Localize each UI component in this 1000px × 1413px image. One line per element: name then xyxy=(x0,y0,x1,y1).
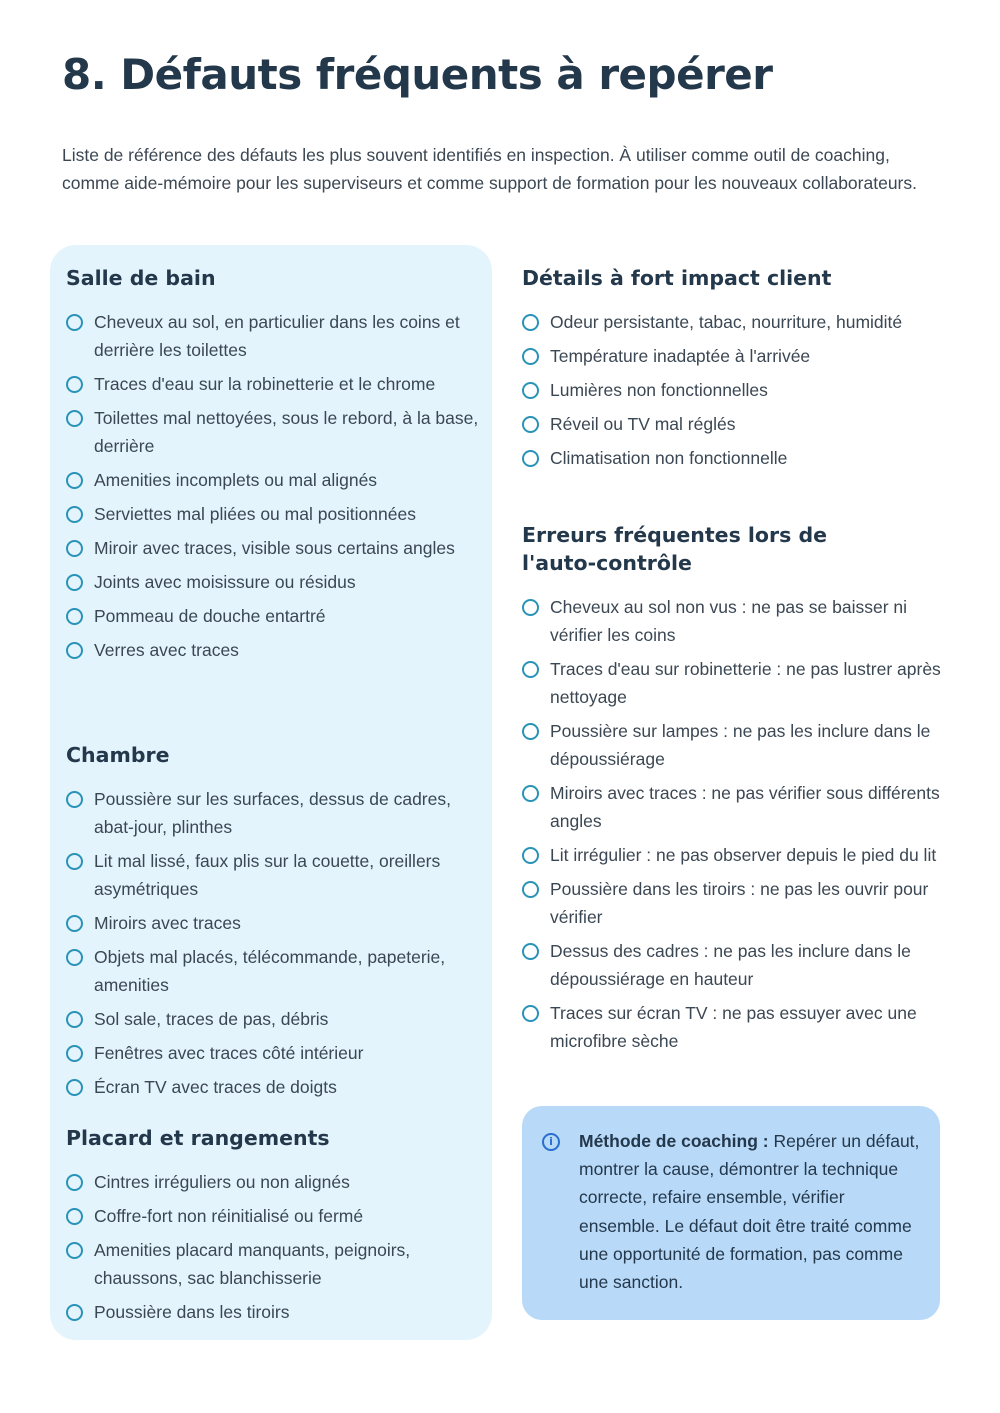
checklist-item xyxy=(66,500,480,528)
checkbox-circle-icon xyxy=(66,410,83,427)
info-icon: i xyxy=(542,1133,560,1151)
checklist-item-label: Amenities placard manquants, peignoirs, chaussons, sac blanchisserie xyxy=(94,1240,411,1288)
checklist-item-label: Lit irrégulier : ne pas observer depuis le pied du lit xyxy=(550,845,937,865)
checklist-item xyxy=(66,568,480,596)
checklist-item xyxy=(522,342,952,370)
checklist-item xyxy=(66,1236,480,1292)
checklist-item-label: Traces d'eau sur robinetterie : ne pas lustrer après nettoyage xyxy=(550,659,941,707)
checklist xyxy=(522,308,952,472)
checklist-item xyxy=(66,909,480,937)
checklist-item-label: Odeur persistante, tabac, nourriture, humidité xyxy=(550,312,903,332)
checklist-item-label: Amenities incomplets ou mal alignés xyxy=(94,470,378,490)
checklist-item xyxy=(522,779,952,835)
checklist-item xyxy=(66,534,480,562)
checklist-item-label: Traces sur écran TV : ne pas essuyer avec une microfibre sèche xyxy=(550,1003,917,1051)
checklist-item-label: Serviettes mal pliées ou mal positionnées xyxy=(94,504,416,524)
checklist-item xyxy=(66,308,480,364)
checkbox-circle-icon xyxy=(66,949,83,966)
checklist-item-label: Climatisation non fonctionnelle xyxy=(550,448,788,468)
checklist-item xyxy=(522,444,952,472)
checkbox-circle-icon xyxy=(522,599,539,616)
checklist-item xyxy=(66,1202,480,1230)
section-placard xyxy=(66,1124,480,1332)
checkbox-circle-icon xyxy=(522,847,539,864)
checkbox-circle-icon xyxy=(66,1174,83,1191)
checkbox-circle-icon xyxy=(522,1005,539,1022)
checklist-item-label: Cintres irréguliers ou non alignés xyxy=(94,1172,350,1192)
intro-paragraph: Liste de référence des défauts les plus souvent identifiés en inspection. À utiliser comme outil de coaching, comme aide-mémoire pour les superviseurs et comme support de formation pour les nouveaux collaborateurs. xyxy=(62,145,917,193)
left-panel xyxy=(50,245,492,1340)
checklist-item-label: Miroir avec traces, visible sous certains angles xyxy=(94,538,455,558)
section-salle-de-bain xyxy=(66,264,480,670)
checkbox-circle-icon xyxy=(66,314,83,331)
checkbox-circle-icon xyxy=(522,881,539,898)
checklist-item xyxy=(66,785,480,841)
checklist-item xyxy=(66,370,480,398)
checkbox-circle-icon xyxy=(66,1079,83,1096)
checkbox-circle-icon xyxy=(66,540,83,557)
checkbox-circle-icon xyxy=(66,1208,83,1225)
checklist xyxy=(66,785,480,1101)
checkbox-circle-icon xyxy=(66,1045,83,1062)
checkbox-circle-icon xyxy=(66,853,83,870)
checklist-item-label: Réveil ou TV mal réglés xyxy=(550,414,736,434)
checklist-item-label: Dessus des cadres : ne pas les inclure dans le dépoussiérage en hauteur xyxy=(550,941,911,989)
checklist-item-label: Poussière sur lampes : ne pas les inclure dans le dépoussiérage xyxy=(550,721,931,769)
checkbox-circle-icon xyxy=(66,376,83,393)
checkbox-circle-icon xyxy=(66,791,83,808)
checklist-item xyxy=(66,636,480,664)
checklist-item-label: Cheveux au sol, en particulier dans les coins et derrière les toilettes xyxy=(94,312,460,360)
checkbox-circle-icon xyxy=(522,416,539,433)
checklist-item xyxy=(522,308,952,336)
checklist-item xyxy=(66,847,480,903)
checklist-item-label: Écran TV avec traces de doigts xyxy=(94,1077,337,1097)
checklist-item-label: Verres avec traces xyxy=(94,640,239,660)
checkbox-circle-icon xyxy=(522,348,539,365)
checklist-item-label: Poussière dans les tiroirs xyxy=(94,1302,290,1322)
checklist xyxy=(522,593,952,1055)
checklist-item-label: Cheveux au sol non vus : ne pas se baisser ni vérifier les coins xyxy=(550,597,908,645)
page-title: 8. Défauts fréquents à repérer xyxy=(62,50,773,99)
checklist-item xyxy=(522,841,952,869)
checklist-item xyxy=(66,1073,480,1101)
checklist-item-label: Coffre-fort non réinitialisé ou fermé xyxy=(94,1206,364,1226)
checklist-item-label: Lumières non fonctionnelles xyxy=(550,380,768,400)
note-body: Repérer un défaut, montrer la cause, démontrer la technique correcte, refaire ensemble, vérifier ensemble. Le défaut doit être traité comme une opportunité de formation, pas comme une sanction. xyxy=(579,1131,920,1293)
checklist-item-label: Poussière dans les tiroirs : ne pas les ouvrir pour vérifier xyxy=(550,879,929,927)
checkbox-circle-icon xyxy=(66,1304,83,1321)
checkbox-circle-icon xyxy=(522,943,539,960)
checkbox-circle-icon xyxy=(522,723,539,740)
checklist-item-label: Objets mal placés, télécommande, papeterie, amenities xyxy=(94,947,446,995)
checklist-item xyxy=(66,1039,480,1067)
checklist-item-label: Fenêtres avec traces côté intérieur xyxy=(94,1043,364,1063)
coaching-note xyxy=(522,1106,940,1320)
checklist xyxy=(66,1168,480,1326)
checklist-item xyxy=(66,602,480,630)
checkbox-circle-icon xyxy=(66,1242,83,1259)
checklist-item-label: Poussière sur les surfaces, dessus de cadres, abat-jour, plinthes xyxy=(94,789,451,837)
note-label: Méthode de coaching : xyxy=(579,1131,769,1151)
checkbox-circle-icon xyxy=(66,472,83,489)
checklist-item-label: Pommeau de douche entartré xyxy=(94,606,326,626)
checkbox-circle-icon xyxy=(66,642,83,659)
checklist-item-label: Miroirs avec traces xyxy=(94,913,241,933)
checklist-item-label: Toilettes mal nettoyées, sous le rebord, à la base, derrière xyxy=(94,408,479,456)
section-title: Détails à fort impact client xyxy=(522,266,832,290)
checklist-item xyxy=(522,999,952,1055)
checklist-item xyxy=(66,466,480,494)
checklist-item xyxy=(66,1005,480,1033)
checklist-item-label: Joints avec moisissure ou résidus xyxy=(94,572,356,592)
checkbox-circle-icon xyxy=(522,382,539,399)
checklist-item xyxy=(522,410,952,438)
checklist xyxy=(66,308,480,664)
checklist-item-label: Miroirs avec traces : ne pas vérifier sous différents angles xyxy=(550,783,940,831)
checkbox-circle-icon xyxy=(66,506,83,523)
checklist-item-label: Température inadaptée à l'arrivée xyxy=(550,346,811,366)
checkbox-circle-icon xyxy=(66,608,83,625)
section-title: Placard et rangements xyxy=(66,1126,330,1150)
section-chambre xyxy=(66,741,480,1107)
checklist-item xyxy=(522,593,952,649)
checkbox-circle-icon xyxy=(66,1011,83,1028)
checkbox-circle-icon xyxy=(66,574,83,591)
checkbox-circle-icon xyxy=(522,314,539,331)
section-impact-client xyxy=(522,264,952,478)
checklist-item-label: Lit mal lissé, faux plis sur la couette, oreillers asymétriques xyxy=(94,851,441,899)
checkbox-circle-icon xyxy=(66,915,83,932)
checklist-item xyxy=(66,1298,480,1326)
checklist-item xyxy=(522,655,952,711)
checkbox-circle-icon xyxy=(522,785,539,802)
section-title: Salle de bain xyxy=(66,266,216,290)
checklist-item xyxy=(522,875,952,931)
section-title: Erreurs fréquentes lors de l'auto-contrôle xyxy=(522,523,828,575)
checkbox-circle-icon xyxy=(522,450,539,467)
checklist-item xyxy=(66,943,480,999)
checklist-item xyxy=(522,937,952,993)
checklist-item xyxy=(66,1168,480,1196)
checklist-item xyxy=(522,376,952,404)
checklist-item xyxy=(66,404,480,460)
note-text xyxy=(579,1127,924,1296)
section-title: Chambre xyxy=(66,743,170,767)
section-erreurs-autocontrole xyxy=(522,521,952,1061)
checklist-item xyxy=(522,717,952,773)
checklist-item-label: Sol sale, traces de pas, débris xyxy=(94,1009,329,1029)
checkbox-circle-icon xyxy=(522,661,539,678)
checklist-item-label: Traces d'eau sur la robinetterie et le chrome xyxy=(94,374,436,394)
